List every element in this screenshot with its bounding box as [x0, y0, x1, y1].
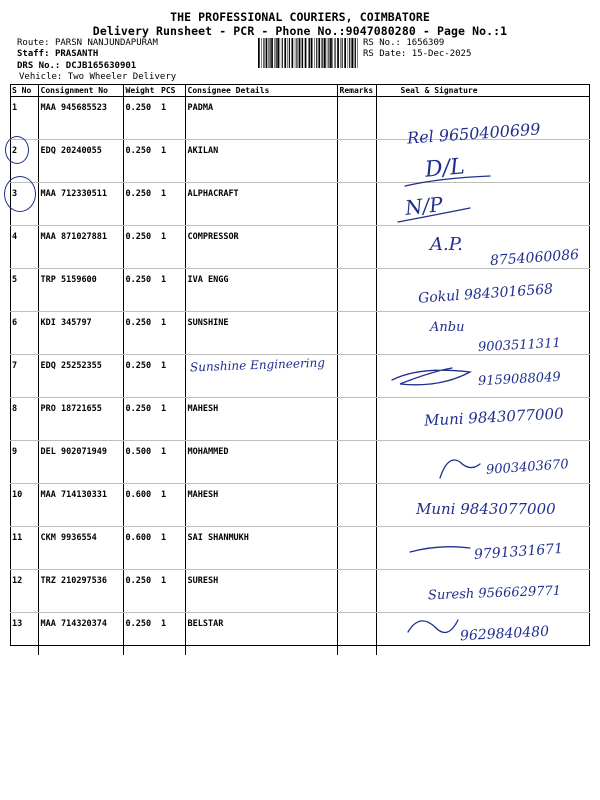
cell-consignment-no: MAA 871027881	[38, 226, 123, 269]
runsheet-subtitle: Delivery Runsheet - PCR - Phone No.:9047080280 - Page No.:1	[92, 24, 508, 38]
barcode-bar	[261, 38, 262, 68]
table-row	[10, 183, 590, 226]
col-consignment: Consignment No	[38, 84, 123, 97]
drs-label: DRS No.:	[17, 61, 61, 71]
barcode-bar	[330, 38, 332, 68]
col-signature: Seal & Signature	[376, 84, 590, 97]
cell-pcs: 1	[159, 269, 185, 312]
cell-consignment-no: EDQ 25252355	[38, 355, 123, 398]
signature-row1: Rel 9650400699	[406, 119, 542, 148]
barcode-bar	[301, 38, 302, 68]
barcode-bar	[296, 38, 297, 68]
barcode-bar	[277, 38, 279, 68]
cell-consignee: MAHESH	[185, 484, 337, 527]
cell-pcs: 1	[159, 355, 185, 398]
signature-row12: Suresh 9566629771	[427, 583, 562, 604]
rs-no-label: RS No.:	[363, 38, 401, 48]
cell-remarks	[337, 570, 376, 613]
col-sno: S No	[10, 84, 38, 97]
route-line	[17, 38, 158, 48]
cell-consignee: IVA ENGG	[185, 269, 337, 312]
cell-remarks	[337, 226, 376, 269]
barcode-bar	[354, 38, 355, 68]
cell-sno: 4	[10, 226, 38, 269]
cell-remarks	[337, 613, 376, 656]
cell-consignee: BELSTAR	[185, 613, 337, 656]
cell-remarks	[337, 183, 376, 226]
cell-consignment-no: MAA 714320374	[38, 613, 123, 656]
signature-row13: 9629840480	[459, 623, 550, 645]
cell-consignment-no: TRP 5159600	[38, 269, 123, 312]
barcode-bar	[274, 38, 275, 68]
col-consignee: Consignee Details	[185, 84, 337, 97]
barcode-bar	[299, 38, 301, 68]
signature-row3: N/P	[403, 192, 444, 220]
barcode-bar	[284, 38, 286, 68]
cell-weight: 0.250	[123, 355, 159, 398]
cell-pcs: 1	[159, 527, 185, 570]
cell-pcs: 1	[161, 619, 167, 629]
barcode-bar	[328, 38, 329, 68]
signature-row4b: 8754060086	[489, 246, 580, 270]
rs-date-label: RS Date:	[363, 49, 407, 59]
drs-value: DCJB165630901	[65, 61, 137, 71]
cell-sno: 8	[10, 398, 38, 441]
barcode-bar	[305, 38, 307, 68]
barcode-bar	[268, 38, 269, 68]
cell-pcs: 1	[159, 441, 185, 484]
col-remarks: Remarks	[337, 84, 376, 97]
col-pcs: PCS	[159, 84, 185, 97]
row7-handwritten-consignee: Sunshine Engineering	[189, 355, 326, 375]
route-label: Route:	[17, 38, 50, 48]
barcode-bar	[337, 38, 339, 68]
cell-weight: 0.250	[123, 226, 159, 269]
cell-sno: 3	[10, 183, 38, 226]
barcode-bar	[276, 38, 277, 68]
cell-consignment-no: MAA 945685523	[38, 97, 123, 140]
barcode-bar	[308, 38, 309, 68]
signature-row2: D/L	[423, 154, 466, 183]
barcode-bar	[263, 38, 264, 68]
vehicle-value: Two Wheeler Delivery	[67, 72, 177, 82]
barcode-bar	[318, 38, 320, 68]
barcode-bar	[355, 38, 356, 68]
barcode-bar	[311, 38, 313, 68]
cell-consignee: SURESH	[185, 570, 337, 613]
cell-sno: 1	[10, 97, 38, 140]
cell-sno: 9	[10, 441, 38, 484]
staff-label: Staff:	[17, 49, 50, 59]
cell-pcs: 1	[159, 570, 185, 613]
barcode-bar	[289, 38, 290, 68]
cell-weight: 0.250	[123, 269, 159, 312]
cell-remarks	[337, 441, 376, 484]
cell-consignee: SAI SHANMUKH	[185, 527, 337, 570]
barcode-bar	[314, 38, 315, 68]
cell-weight: 0.250	[123, 97, 159, 140]
cell-consignee: ALPHACRAFT	[185, 183, 337, 226]
barcode-bar	[351, 38, 353, 68]
rs-no-value: 1656309	[406, 38, 445, 48]
cell-consignee: SUNSHINE	[185, 312, 337, 355]
signature-row6b: 9003511311	[477, 335, 562, 356]
vehicle-label: Vehicle:	[19, 72, 63, 82]
cell-consignee: AKILAN	[185, 140, 337, 183]
cell-consignment-no: CKM 9936554	[38, 527, 123, 570]
barcode-bar	[270, 38, 271, 68]
cell-remarks	[337, 140, 376, 183]
cell-remarks	[337, 97, 376, 140]
row3-circle-mark	[4, 176, 36, 212]
staff-value: PRASANTH	[54, 49, 99, 59]
signature-row11: 9791331671	[473, 540, 564, 564]
cell-pcs: 1	[159, 183, 185, 226]
cell-weight: 0.250	[123, 312, 159, 355]
signature-row6a: Anbu	[430, 320, 465, 335]
cell-sno: 5	[10, 269, 38, 312]
cell-pcs: 1	[159, 312, 185, 355]
row2-circle-mark	[5, 136, 29, 164]
cell-remarks	[337, 312, 376, 355]
cell-weight: 0.250	[123, 570, 159, 613]
signature-row9: 9003403670	[485, 457, 570, 478]
cell-consignment-no: MAA 712330511	[38, 183, 123, 226]
barcode-bar	[348, 38, 349, 68]
barcode-bar	[295, 38, 296, 68]
barcode-bar	[316, 38, 317, 68]
signature-row4a: A.P.	[430, 234, 463, 255]
barcode-bar	[258, 38, 260, 68]
barcode-bar	[292, 38, 294, 68]
cell-pcs: 1	[159, 226, 185, 269]
cell-consignment-no: KDI 345797	[38, 312, 123, 355]
rs-date-value: 15-Dec-2025	[411, 49, 472, 59]
barcode-bar	[309, 38, 310, 68]
cell-weight: 0.500	[123, 441, 159, 484]
signature-row5: Gokul 9843016568	[417, 281, 554, 307]
cell-sno: 7	[10, 355, 38, 398]
barcode-bar	[344, 38, 346, 68]
cell-consignment-no: PRO 18721655	[38, 398, 123, 441]
cell-consignment-no: TRZ 210297536	[38, 570, 123, 613]
cell-consignment-no: DEL 902071949	[38, 441, 123, 484]
barcode-bar	[322, 38, 323, 68]
barcode-bar	[332, 38, 333, 68]
cell-sno: 12	[10, 570, 38, 613]
cell-remarks	[337, 484, 376, 527]
signature-row10: Muni 9843077000	[416, 500, 556, 518]
barcode-bar	[327, 38, 328, 68]
cell-weight: 0.600	[123, 484, 159, 527]
cell-sno: 10	[10, 484, 38, 527]
drs-line	[17, 61, 136, 71]
cell-sno: 11	[10, 527, 38, 570]
cell-consignee: MAHESH	[185, 398, 337, 441]
cell-pcs: 1	[159, 484, 185, 527]
cell-consignee: PADMA	[185, 97, 337, 140]
barcode-bar	[324, 38, 326, 68]
signature-row7: 9159088049	[477, 369, 562, 390]
barcode-bar	[340, 38, 341, 68]
barcode-bar	[358, 38, 359, 68]
staff-line	[17, 49, 98, 59]
cell-weight: 0.600	[123, 527, 159, 570]
cell-weight: 0.250	[123, 398, 159, 441]
rs-no-line	[363, 38, 444, 48]
barcode-bar	[271, 38, 273, 68]
cell-remarks	[337, 355, 376, 398]
cell-pcs: 1	[159, 97, 185, 140]
cell-pcs: 1	[159, 398, 185, 441]
cell-weight: 0.250	[123, 613, 159, 656]
route-value: PARSN NANJUNDAPURAM	[54, 38, 158, 48]
barcode-bar	[287, 38, 288, 68]
col-weight: Weight	[123, 84, 159, 97]
cell-pcs: 1	[159, 140, 185, 183]
cell-consignment-no: MAA 714130331	[38, 484, 123, 527]
cell-weight: 0.250	[123, 183, 159, 226]
company-title: THE PROFESSIONAL COURIERS, COIMBATORE	[170, 10, 430, 24]
barcode	[258, 38, 358, 68]
cell-sno: 13	[12, 619, 23, 629]
barcode-bar	[302, 38, 303, 68]
barcode-bar	[342, 38, 343, 68]
cell-remarks	[337, 269, 376, 312]
cell-consignment-no: EDQ 20240055	[38, 140, 123, 183]
barcode-bar	[321, 38, 322, 68]
table-header-row	[10, 84, 590, 97]
cell-consignee: MOHAMMED	[185, 441, 337, 484]
barcode-bar	[349, 38, 350, 68]
cell-consignee: COMPRESSOR	[185, 226, 337, 269]
signature-row8: Muni 9843077000	[423, 404, 565, 430]
cell-sno: 6	[10, 312, 38, 355]
cell-weight: 0.250	[123, 140, 159, 183]
cell-remarks	[337, 398, 376, 441]
barcode-bar	[282, 38, 283, 68]
barcode-bar	[280, 38, 281, 68]
cell-sno: 2	[10, 140, 38, 183]
cell-remarks	[337, 527, 376, 570]
rs-date-line	[363, 49, 471, 59]
vehicle-line	[19, 72, 176, 82]
barcode-bar	[266, 38, 268, 68]
barcode-bar	[335, 38, 336, 68]
table-row	[10, 140, 590, 183]
